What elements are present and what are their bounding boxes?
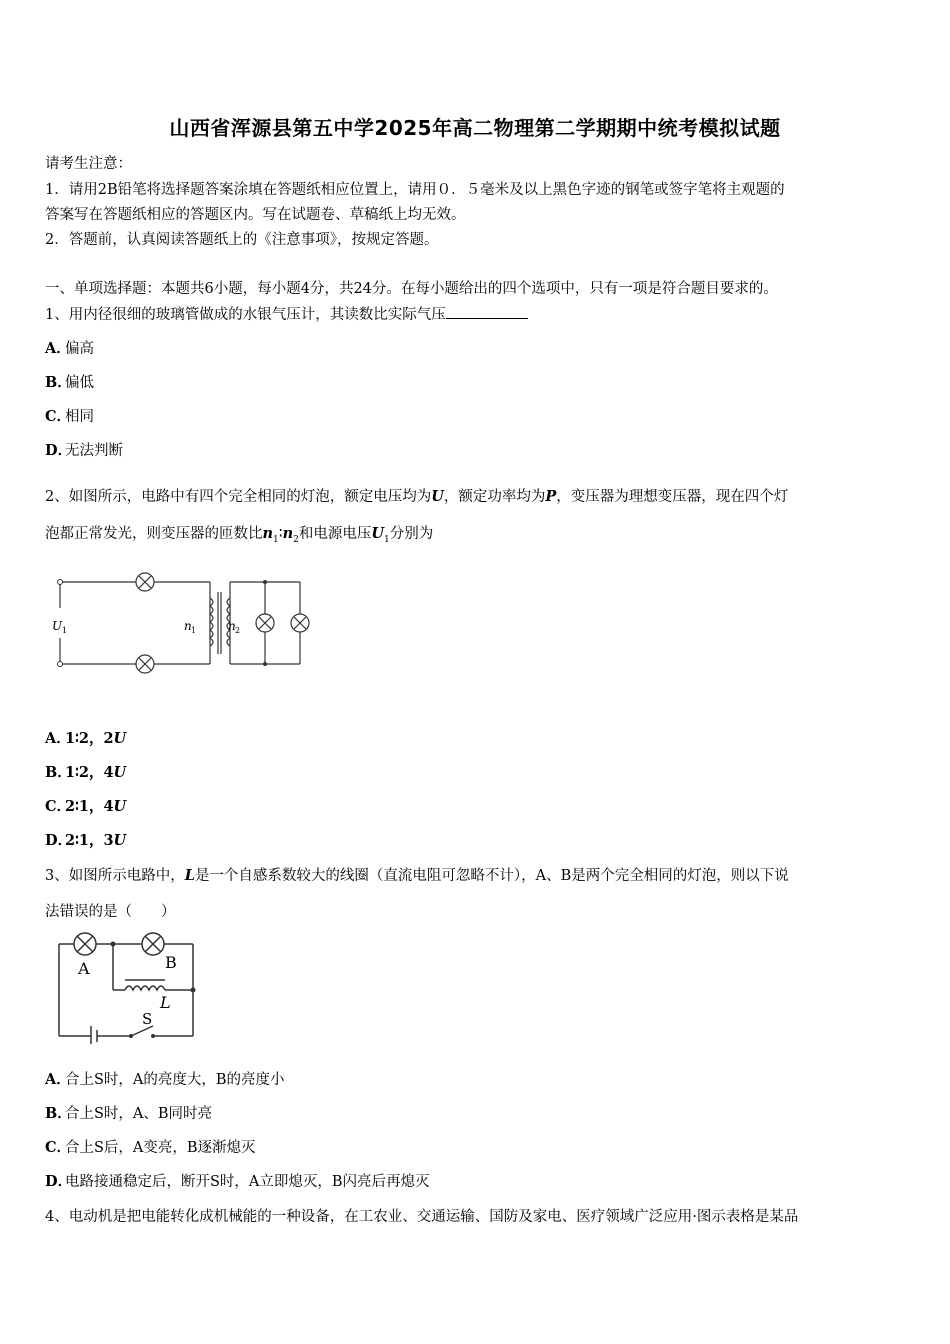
option-letter: C．: [45, 1139, 72, 1156]
label-n1-sub: 1: [191, 626, 197, 635]
q3-option-c: [45, 1136, 256, 1157]
q3-stem-part: 是一个自感系数较大的线圈（直流电阻可忽略不计），A、B是两个完全相同的灯泡，则以下说: [194, 868, 789, 884]
option-text: 合上S后，A变亮，B逐渐熄灭: [65, 1140, 256, 1156]
q1-option-a: [45, 337, 94, 358]
q2-option-c: [45, 795, 126, 816]
q1-stem-text: 1、用内径很细的玻璃管做成的水银气压计，其读数比实际气压: [45, 307, 446, 323]
q1-option-d: [45, 439, 123, 460]
label-n1: n: [184, 619, 192, 633]
section-heading: 一、单项选择题：本题共6小题，每小题4分，共24分。在每小题给出的四个选项中，只有一项是符合题目要求的。: [45, 281, 778, 297]
option-unit: U: [113, 730, 127, 747]
inductor-circuit-diagram: [45, 928, 205, 1044]
q1-stem: [45, 303, 528, 324]
q2-stem-part: 分别为: [389, 526, 434, 542]
q4-stem: 4、电动机是把电能转化成机械能的一种设备，在工农业、交通运输、国防及家电、医疗领域广泛应用·图示表格是某品: [45, 1209, 799, 1225]
option-text: 2∶1，3: [65, 832, 114, 849]
label-n2: n: [228, 619, 236, 633]
q3-option-b: [45, 1102, 212, 1123]
q2-stem-part: ，额定功率均为: [443, 489, 546, 505]
notice-item-2: 2．答题前，认真阅读答题纸上的《注意事项》，按规定答题。: [45, 232, 439, 248]
answer-blank: [446, 304, 528, 319]
q2-option-b: [45, 761, 126, 782]
q2-option-a: [45, 727, 126, 748]
q2-var-n1-sub: 1: [273, 534, 279, 545]
q2-stem-line2: [45, 522, 433, 545]
option-letter: C．: [45, 798, 72, 815]
label-s: S: [142, 1010, 153, 1028]
q2-colon: ∶: [278, 526, 283, 542]
q2-var-u: U: [431, 488, 444, 505]
option-text: 偏低: [65, 375, 94, 391]
q2-stem-line1: [45, 485, 788, 506]
option-letter: A．: [45, 730, 71, 747]
label-n2-sub: 2: [235, 626, 241, 635]
option-letter: B．: [45, 1105, 72, 1122]
option-letter: B．: [45, 374, 72, 391]
label-b: B: [165, 953, 177, 972]
q3-option-d: [45, 1170, 430, 1191]
option-letter: D．: [45, 832, 73, 849]
option-unit: U: [113, 798, 127, 815]
option-text: 1∶2，2: [65, 730, 114, 747]
q2-var-u1: U: [371, 525, 384, 542]
page-title: 山西省浑源县第五中学2025年高二物理第二学期期中统考模拟试题: [169, 116, 781, 140]
q1-option-c: [45, 405, 94, 426]
q3-var-l: L: [184, 867, 195, 884]
option-letter: D．: [45, 442, 73, 459]
q2-stem-part: 和电源电压: [298, 526, 372, 542]
option-text: 电路接通稳定后，断开S时，A立即熄灭，B闪亮后再熄灭: [65, 1174, 430, 1190]
q2-var-n2: n: [282, 525, 294, 542]
option-letter: A．: [45, 340, 71, 357]
option-letter: A．: [45, 1071, 71, 1088]
option-text: 合上S时，A的亮度大，B的亮度小: [65, 1072, 285, 1088]
notice-item-1a: 1．请用2B铅笔将选择题答案涂填在答题纸相应位置上，请用０．５毫米及以上黑色字迹的钢笔或签字笔将主观题的: [45, 182, 785, 198]
q2-stem-part: 泡都正常发光，则变压器的匝数比: [45, 526, 263, 542]
label-u1-sub: 1: [62, 626, 68, 635]
notice-heading: 请考生注意：: [45, 156, 132, 172]
q2-var-n2-sub: 2: [293, 534, 299, 545]
option-text: 相同: [65, 409, 94, 425]
option-text: 偏高: [65, 341, 94, 357]
label-a: A: [78, 959, 90, 978]
transformer-circuit-diagram: [40, 568, 320, 678]
q2-option-d: [45, 829, 126, 850]
q2-stem-part: 2、如图所示，电路中有四个完全相同的灯泡，额定电压均为: [45, 489, 432, 505]
option-letter: C．: [45, 408, 72, 425]
option-unit: U: [113, 832, 127, 849]
option-letter: B．: [45, 764, 72, 781]
option-text: 合上S时，A、B同时亮: [65, 1106, 213, 1122]
notice-item-1b: 答案写在答题纸相应的答题区内。写在试题卷、草稿纸上均无效。: [45, 207, 466, 223]
q2-var-p: P: [545, 488, 557, 505]
q2-stem-part: ，变压器为理想变压器，现在四个灯: [556, 489, 789, 505]
option-text: 无法判断: [65, 443, 123, 459]
option-letter: D．: [45, 1173, 73, 1190]
q3-stem-line2: 法错误的是（ ）: [45, 904, 176, 920]
label-l: L: [160, 993, 171, 1012]
q3-stem-part: 3、如图所示电路中，: [45, 868, 185, 884]
q1-option-b: [45, 371, 94, 392]
option-text: 1∶2，4: [65, 764, 114, 781]
option-text: 2∶1，4: [65, 798, 114, 815]
q3-stem-line1: [45, 864, 789, 885]
q2-var-u1-sub: 1: [384, 534, 390, 545]
q3-option-a: [45, 1068, 285, 1089]
option-unit: U: [113, 764, 127, 781]
label-u1: U: [52, 619, 63, 633]
q2-var-n1: n: [262, 525, 274, 542]
